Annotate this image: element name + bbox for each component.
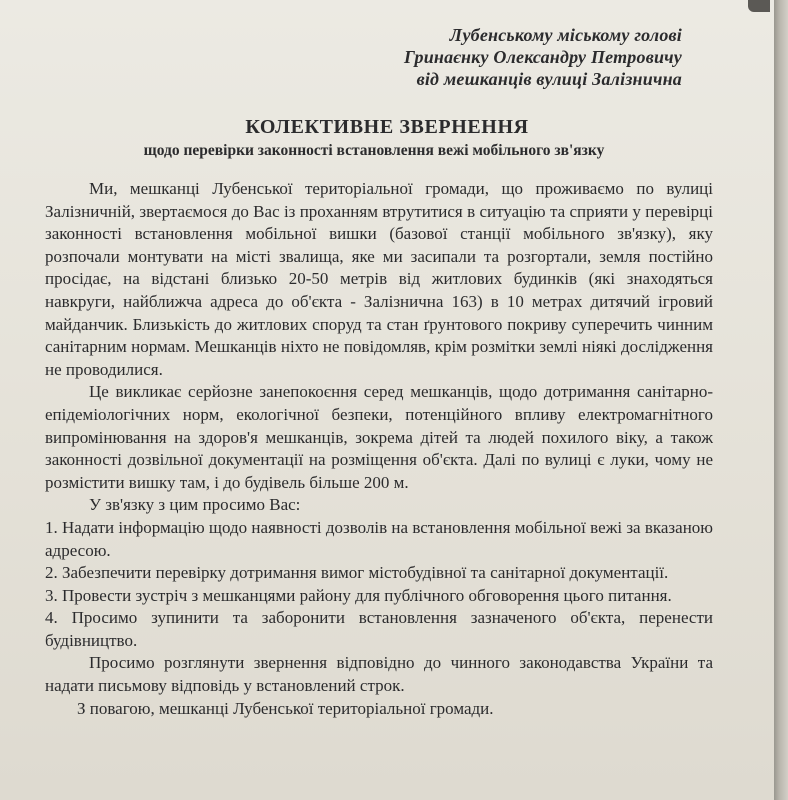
- request-item-1: 1. Надати інформацію щодо наявності дозволів на встановлення мобільної вежі за вказаною адресою.: [45, 517, 713, 560]
- document-title: КОЛЕКТИВНЕ ЗВЕРНЕННЯ: [245, 116, 529, 138]
- request-item-4: 4. Просимо зупинити та заборонити встановлення зазначеного об'єкта, перенести будівництво.: [45, 608, 713, 650]
- closing-paragraph: Просимо розглянути звернення відповідно до чинного законодавства України та надати письмову відповідь у встановлений строк.: [45, 653, 713, 696]
- page-edge-shadow: [774, 0, 788, 800]
- document-body: [45, 178, 713, 720]
- addressee-line-1: Лубенському міському голові: [449, 25, 682, 45]
- addressee-line-2: Гринаєнку Олександру Петровичу: [403, 47, 682, 67]
- addressee-block: [404, 24, 682, 90]
- document-subtitle: щодо перевірки законності встановлення вежі мобільного зв'язку: [143, 142, 605, 159]
- paragraph-1: Ми, мешканці Лубенської територіальної громади, що проживаємо по вулиці Залізничній, звертаємося до Вас із проханням втрутитися в ситуацію та сприяти у перевірці законності встановлення мобільної вишки (базової станції мобільного зв'язку), яку розпочали монтувати на місті звалища, яке ми засипали та розгортали, земля постійно просідає, на відстані близько 20-50 метрів від житлових будинків (які знаходяться навкруги, найближча адреса до об'єкта - Залізнична 163) в 10 метрах дитячий ігровий майданчик. Близькість до житлових споруд та стан ґрунтового покриву суперечить чинним санітарним нормам. Мешканців ніхто не повідомляв, крім розмітки землі ніякі дослідження не проводилися.: [45, 179, 713, 379]
- page-corner-mark: [748, 0, 770, 12]
- signoff: З повагою, мешканці Лубенської територіальної громади.: [77, 698, 494, 718]
- addressee-line-3: від мешканців вулиці Залізнична: [416, 69, 682, 89]
- request-item-2: 2. Забезпечити перевірку дотримання вимог містобудівної та санітарної документації.: [45, 563, 669, 583]
- paragraph-2: Це викликає серйозне занепокоєння серед мешканців, щодо дотримання санітарно-епідеміологічних норм, екологічної безпеки, потенційного впливу електромагнітного випромінювання на здоров'я мешканців, зокрема дітей та людей похилого віку, а також законності дозвільної документації на розміщення об'єкта. Далі по вулиці є луки, чому не розмістити вишку там, і до будівель більше 200 м.: [45, 382, 713, 492]
- request-intro: У зв'язку з цим просимо Вас:: [89, 495, 301, 515]
- request-item-3: 3. Провести зустріч з мешканцями району для публічного обговорення цього питання.: [45, 585, 672, 605]
